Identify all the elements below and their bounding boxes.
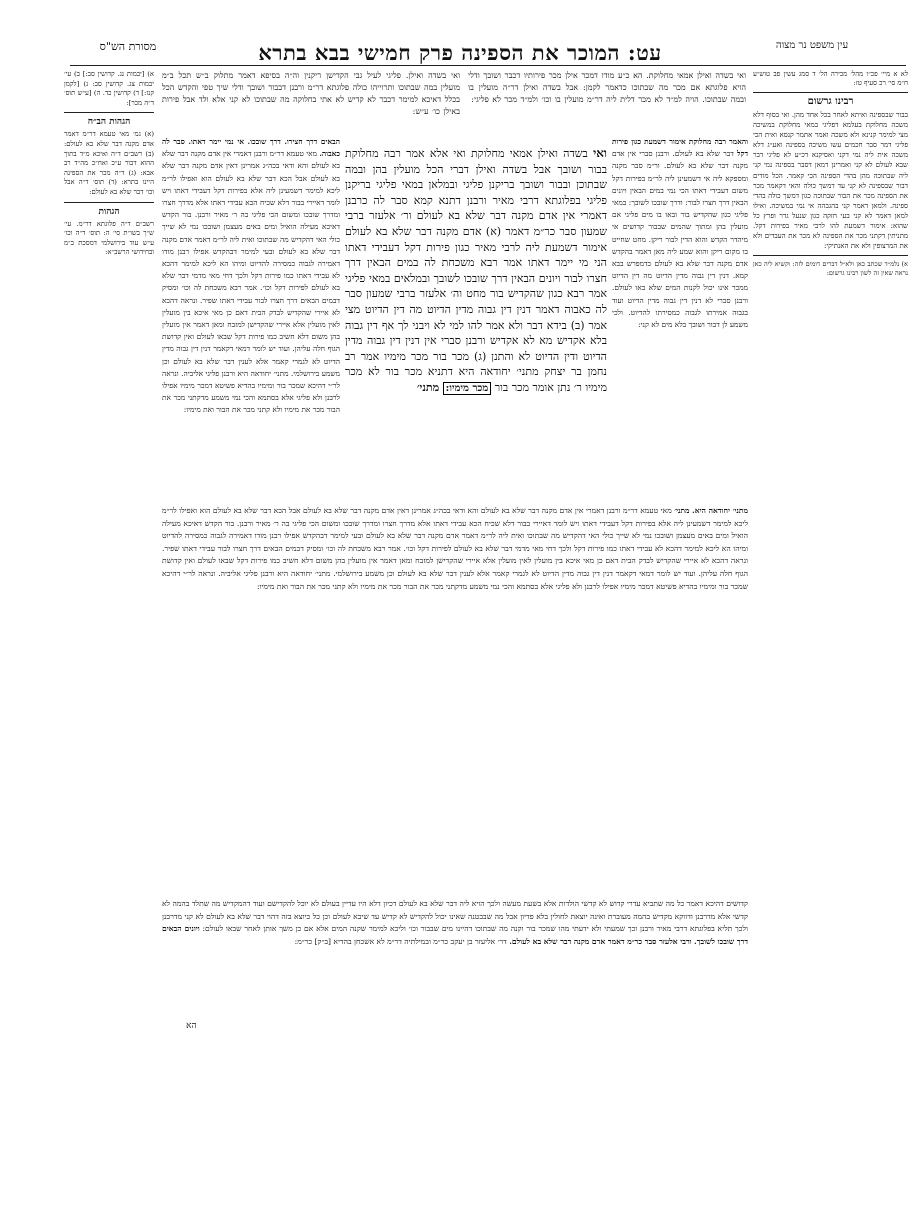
tosafot-dhm-1: הבאים דרך חצירו. [284, 137, 340, 146]
hagahot-bach-heading: הגהות הב״ח [87, 117, 131, 128]
rashbam-dhm-1: והאמר [729, 137, 748, 146]
rashbam-top-text: ואי בשדה ואילן אמאי מחלוקת. הא כ״ע מודו דמכר אילן מכר פירותיו דכבר ושובך ודלי הויא פלוגתא אם מכר מה שבתוכו כדאמר לקמן: אבל בשדה ואילן דר״ה מועלין בו ובמה שבתוכו. הויה למ״ד לא מכר דלית ליה דר״מ מועלין בו וכו׳ ולמ״ד מכר לא פליגי: [468, 71, 746, 104]
gemara-note-c: (ג) [474, 349, 487, 363]
tosafot-top [162, 70, 460, 118]
right-sidebar [753, 70, 908, 278]
masoret-text: א) [יבמות נג. קדושין סב:] ב) עי׳ יבמות צג. קדושין סב: ג) [לקמן קנז:] ד) קדושין כד. ה) [ע״ש תוס׳ ד״ה מכר]: [64, 70, 154, 107]
page-title: עט: המוכר את הספינה פרק חמישי בבא בתרא [258, 40, 662, 65]
gemara-lead-word: ואי [593, 146, 607, 160]
tosafot-dhm-5: מתני׳ יחודאה היא. [692, 506, 748, 515]
rashbam-dhm-4: כגון פירות דקל [612, 137, 749, 159]
gemara-text: בשדה ואילן אמאי מחלוקת ואי אלא אמר רבה מחלוקת בבור ושובך אבל בשדה ואילן דברי הכל מועלין בהן ובמה שבתוכן ובבור ושובך בריקנן פליגי ובמלאן במאי פליגי בריקנן פליגי בפלוגתא דרבי מאיר ורבנן דתנא קמא סבר לה כרבנן דאמרי אין אדם מקנה דבר שלא בא לעולם ור׳ אלעזר ברבי שמעון סבר כר״מ דאמר [345, 147, 607, 238]
gemara-text-4: מכר בור מכר מימיו אמר רב נחמן בר יצחק מתני׳ יחודאה היא דתניא מכר בור לא מכר מימיו ר׳ נתן אומר מכר בור [345, 349, 607, 394]
rashbam-dhm-3: אימור דשמעת [644, 137, 686, 146]
gemara-note-a: (א) אדם מקנה [436, 224, 502, 238]
page-catchword: הא [186, 1021, 197, 1031]
rashbam-bottom-text: קדושים דהיכא דאמר כל מה שתביא עדרי קדוש לא קדשי הולדות אלא בשעת מעשה ולכך הויא ליה דבר שלא בא לעולם דכיון דלא היו עדיין בעולם לא יוכל להקדישם ועוד דהמקדיש מה שתלד בהמה לא קדשי אלא מדרבנן ודווקא מקדיש בהמה מעוברת ואינה יוצאת לחולין בלא פדיון אבל מה שבבטנה שאינו יכול להקדיש לא קדיש עד שיבא לעולם וכן כל כיוצא בזה דהוי דבר שלא בא לעולם לא קני מדרבנן ולכך תליא בפלוגתא דרבי מאיר ורבנן וכך שמעתי ולא ידעתי מהו שמכר בור וקנה מה שבתוכו דהיינו מים שבבור וכו׳ וליכא למימר שקנה המים אלא אם כן משך אותן לאחר שבאו לעולם: [162, 899, 748, 934]
sidebar-divider [64, 202, 154, 203]
left-sidebar [64, 70, 154, 258]
tosafot-top-text: ואי בשדה ואילן. פליגי לעיל גבי הקדישן ריקנין וה״ה בסיפא דאמר מתלוק ב״ש תכל ב״מ מועלין במה שבתוכו ותרוייהו כולה פלוגתא דר״מ ורבנן דבבור ושובך ודלי שיך טפי והקדש הכל בכלל דאיכא למימר דכבר לא קדיש לא אתי בחלוקה מה שבתוכו לא קני אלא ולד אבל פירות באילן כו׳ ע״ש: [162, 71, 460, 116]
gemara-note-b: (ב) [570, 318, 585, 332]
tosafot-dhm-6: מתני׳ [674, 506, 690, 515]
rashbam-bottom [162, 898, 748, 948]
mishna-tag: מתני׳ [416, 380, 440, 394]
rashbam-bottom-dhm-1: ויונים הבאים דרך שובכו לשובך. [162, 924, 748, 946]
tosafot-main-lower [162, 505, 748, 893]
gemara-block [345, 146, 607, 397]
rabenu-footnote: א) נלמ״ד שכתב כאן ולא״ל דברים דומים לזה: וקשיא ליה כאן נראה שאין זה לשון רבינו גרשום: [753, 260, 908, 278]
rashbam-dhm-2: רבה מחלוקת [688, 137, 727, 146]
masoret-label: מסורת הש"ס [99, 40, 157, 53]
rashbam-top [468, 70, 746, 106]
rashbam-bottom-dhm-2: ורבי אלעזר סבר כר״מ דאמר אדם מקנה דבר שלא בא לעולם. [509, 936, 692, 946]
tosafot-dhm-3: אי נמי יימר דאתו. [188, 137, 245, 146]
gemara-text-2: דבר שלא בא לעולם אימור דשמעת ליה לרבי מאיר כגון פירות דקל דעבידי דאתו הני מי יימר דאתו אמר רבא משכחת לה במים הבאין דרך חצרו לבור ויונים הבאין דרך שובכו לשובך ובמלאים במאי פליגי אמר רבא כגון שהקדיש בור מחט וה׳ אלעזר ברבי שמעון סבר לה כאבוה דאמר דנין דין גבוה מדין הדיוט מה דין הדיוט מצי אמר [345, 224, 608, 332]
hagahot-bach-text: (א) גמ׳ מאי טעמא דר״מ דאמר אדם מקנה דבר שלא בא לעולם: (ב) רשב״ם ד״ה ואיכא מ״ד בתוך ההוא דבור ע״כ ואח״כ מה״ד רב אבא: (ג) ד״ה מכר את הספינה היינו בתרא: (ד) תוס׳ ד״ה אבל וכו׳ דבר שלא בא לעולם: [64, 130, 154, 196]
rabenu-gershom-text: בבור שבספינה ואיתא לאחר בכל אחד מהן. ואי בסוף דלא משכה מחלוקת בעלמא דפליגי במאי מחלוקת במשיכה מצי למימר קנינא ולא משכה ואמר אתמר קנסא ואית הכי פליגי דמר סבר חכמים עשו משיכה בספינה ואע״ג דלא משכה אית ליה נמי דקני ואסיקנא דכ״ע לא פליגי דבר שבא לעולם לא קני ואמרינן דמאן דסבר בספינה נמי קני ליה שבתוכה מהן בהדי הספינה הכי קאמר. הכל מודים דבור שבספינה לא קני עד דמשך כולה והאי דקאמר מכר את הספינה מכר את הבור שבתוכה כגון דמשך כולה בהדי ספינה. ולמאן דאמר קני בהגבהה אי נמי במשיכה. ואילו למאן דאמר לא קני בעי חזקה כגון שנעל גדר ופרץ כל שהוא: אימור דשמעת להו לרבי מאיר בפירות דקל. מתניתין דקתני מכר את הספינה לא מכר את העבדים ולא את המרצופין ולא את האנתיקי: [753, 111, 908, 251]
tosafot-dhm-2: דרך שובכו. [247, 137, 281, 146]
sidebar-divider [753, 255, 908, 256]
tosafot-lower-text: מאי טעמא דר״מ ורבנן דאמרי אין אדם מקנה דבר שלא בא לעולם והא ודאי בכה״ג אמרינן דאין אדם מקנה דבר שלא בא לעולם אבל הכא דבר שלא בא לעולם הוא ואפילו לר״מ ליכא למימר דשמעינן ליה אלא בפירות דקל דעבידי דאתו ויש לומר דאיירי בבור דלא שכיח הכא עבידי דאתו אלא מדרך חצרו ומדרך שובכו ומשום הכי פליגי בה ר׳ מאיר ורבנן. בור הקדש דאיכא מעילה הואיל ומים באים מעצמן ושובכו נמי לא שייך כולי האי דהקדיש מה שבתוכו ואית ליה לר״מ דאמר אדם מקנה דבר שלא בא לעולם ובעי למימר דבהקדש אפילו רבנן מודו דאמירה לגבוה כמסירה להדיוט ומיהו הא ליכא למימר דהכא לא עבידי דאתו כמו פירות דקל ולכך דחי מאי מדמי דבר שלא בא לעולם לפירות דקל וכו׳. אמר רבא משכחת לה וכו׳ ומסיק דבמים הבאים דרך חצרו לבור עבידי דאתו שפיר. ונראה דהכא לא איירי שהקדיש לבדק הבית דאם כן מאי איכא בין מועלין לאין מועלין אלא איירי שהקדישן למזבח ומאן דאמר אין מועלין בהן משום דלא חשיב כמו פירות דקל שבאו לעולם ואין קדושת הגוף חלה עליהן. ועוד יש לומר דמאי דקאמר דנין דין גבוה מדין הדיוט לא לגמרי קאמר אלא לענין דבר שלא בא לעולם וכן משמע בירושלמי. מתני׳ יחודאה היא ורבנן פליגי אליביה. ונראה לר״י דהיכא שמכר בור ומימיו בהדיא פשיטא דמכר מימיו אפילו לרבנן ולא פליגי אלא בסתמא והכי נמי משמע מדקתני מכר את הבור מכר את מימיו ולא קתני מכר את הבור ואת מימיו: [162, 506, 748, 591]
gemara-text-3: בידא דבר ולא אמר להו למי לא ויבני לך אף דין גבוה בלא אקדיש מא לא אקדיש ורבנן סברי אין דנין דין גבוה מדין הדיוט ודין הדיוט לא והתנן [345, 318, 607, 363]
hagahot-text: רשב״ם ד״ה פלוגתא דר״מ. עי׳ ש״ך בשו״ת סי׳ ה: תוס׳ ד״ה וכו׳ ע״ש עוד בירושלמי דמסכת ב״מ ובחידושי הרשב״א: [64, 219, 154, 257]
ein-mishpat-text: לא א מיי׳ פכ״ו מהל׳ מכירה הל׳ ד סמג עשין פב טוש״ע ח״מ סי׳ רכ סעיף טז: [753, 70, 908, 87]
mishna-box: מכר מימיו: [443, 382, 492, 395]
ein-mishpat-label: עין משפט נר מצוה [775, 40, 849, 51]
rashbam-main-text: דבר שלא בא לעולם. ורבנן סברי אין אדם מקנה דבר שלא בא לעולם. ור״מ סבר מקנה ומספקא ליה אי דשמעינן ליה לר״מ בפירות דקל משום דעבידי דאתו הכי נמי במים הבאין ויונים הבאין דרך חצרו לבור: ודרך שובכו לשובך: במאי פליגי כגון שהקדיש בור ובאו בו מים פליגי אם מועלין בהן ומתוך שהמים שבבור קדושים אי מיהדר הקדש והוא הדין לבור ריקן. מחט שחייט בו מקום ריקן והוא שמע ליה מאן דאמר בהקדש אדם מקנה דבר שלא בא לעולם כדמפרש בבא קמא. דנין דין גבוה מדין הדיוט מה דין הדיוט ממכר אינו יכול לקנות המים שלא באו לעולם. ורבנן סברי לא דנין דין גבוה מדין הדיוט ועוד בגבוה אמירתו לגבוה כמסירתו להדיוט. ולכי משמע לן דבור ושובך בלא מים לא קני: [612, 149, 748, 330]
tosafot-main-upper [162, 136, 340, 498]
tosafot-main-text: מאי טעמא דר״מ ורבנן דאמרי אין אדם מקנה דבר שלא בא לעולם והא ודאי בכה״ג אמרינן דאין אדם מקנה דבר שלא בא לעולם אבל הכא דבר שלא בא לעולם הוא ואפילו לר״מ ליכא למימר דשמעינן ליה אלא בפירות דקל דעבידי דאתו ויש לומר דאיירי בבור דלא שכיח הכא עבידי דאתו אלא מדרך חצרו ומדרך שובכו ומשום הכי פליגי בה ר׳ מאיר ורבנן. בור הקדש דאיכא מעילה הואיל ומים באים מעצמן ושובכו נמי לא שייך כולי האי דהקדיש מה שבתוכו ואית ליה לר״מ דאמר אדם מקנה דבר שלא בא לעולם ובעי למימר דבהקדש אפילו רבנן מודו דאמירה לגבוה כמסירה להדיוט ומיהו הא ליכא למימר דהכא לא עבידי דאתו כמו פירות דקל ולכך דחי מאי מדמי דבר שלא בא לעולם לפירות דקל וכו׳. אמר רבא משכחת לה וכו׳ ומסיק דבמים הבאים דרך חצרו לבור עבידי דאתו שפיר. ונראה דהכא לא איירי שהקדיש לבדק הבית דאם כן מאי איכא בין מועלין לאין מועלין אלא איירי שהקדישן למזבח ומאן דאמר אין מועלין בהן משום דלא חשיב כמו פירות דקל שבאו לעולם ואין קדושת הגוף חלה עליהן. ועוד יש לומר דמאי דקאמר דנין דין גבוה מדין הדיוט לא לגמרי קאמר אלא לענין דבר שלא בא לעולם וכן משמע בירושלמי. מתני׳ יחודאה היא ורבנן פליגי אליביה. ונראה לר״י דהיכא שמכר בור ומימיו בהדיא פשיטא דמכר מימיו אפילו לרבנן ולא פליגי אלא בסתמא והכי נמי משמע מדקתני מכר את הבור מכר את מימיו ולא קתני מכר את הבור ואת מימיו: [162, 149, 340, 415]
sidebar-divider [753, 92, 908, 93]
sidebar-divider [64, 112, 154, 113]
header-divider [70, 65, 906, 66]
rashbam-bottom-ending: דר׳ אליעזר בן יעקב כר״מ ובמילתיה דר״מ לא אשכחן בהדיא [ב״ק] כר״מ: [294, 936, 507, 946]
rashbam-main [612, 136, 748, 331]
rabenu-gershom-heading: רבינו גרשום [807, 96, 854, 107]
hagahot-heading: הגהות [98, 206, 120, 217]
tosafot-dhm-4: סבר לה כאבוה. [162, 137, 340, 159]
